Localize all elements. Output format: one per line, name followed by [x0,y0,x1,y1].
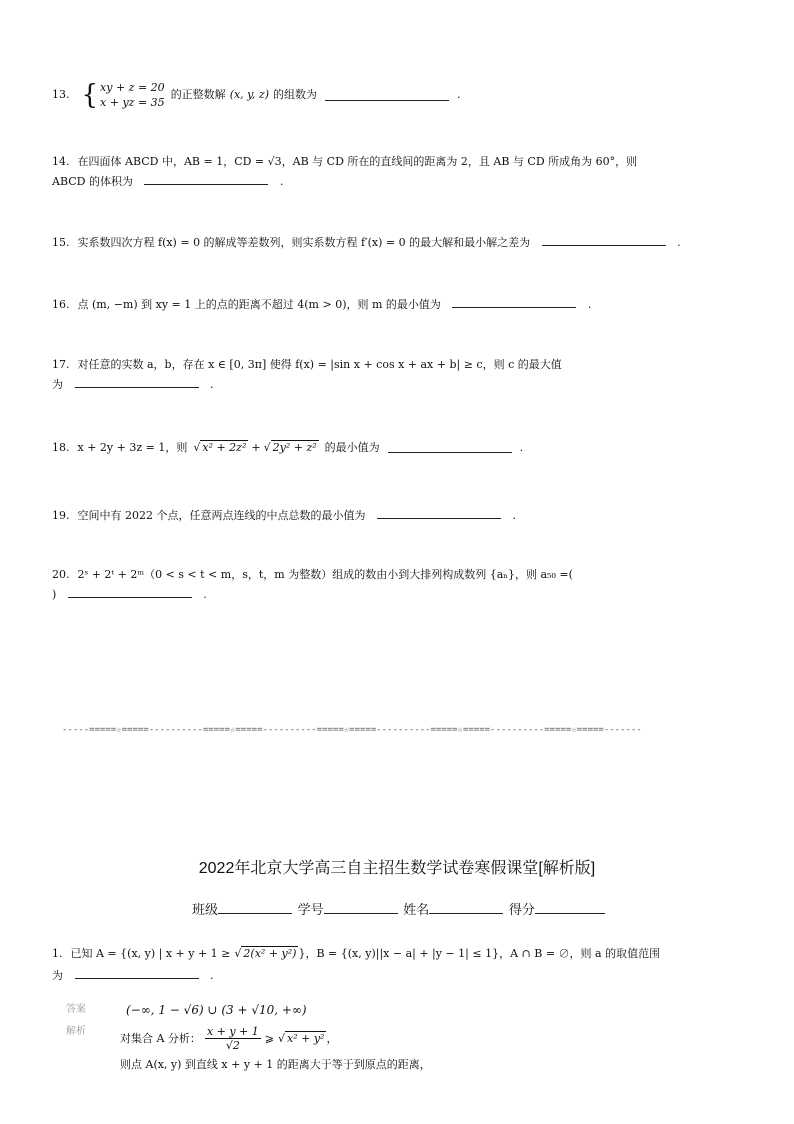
student-id-label: 学号 [297,902,324,917]
period: . [512,509,516,522]
question-14 [52,155,637,189]
period: . [203,588,207,601]
question-17 [52,358,562,392]
answer-blank[interactable] [325,90,449,101]
question-line-1: 对任意的实数 a，b，存在 x ∈ [0, 3π] 使得 f(x) = |sin x + cos x + ax + b| ≥ c，则 c 的最大值 [77,358,562,371]
comma: ， [326,1031,338,1045]
brace-icon: { [81,79,99,111]
plus-sign: + [251,440,261,454]
sqrt-radicand: x² + 2z² [202,441,247,454]
sqrt-icon: √ [234,946,242,960]
question-number: 17. [52,358,70,371]
period: . [587,298,592,311]
analysis-label: 解析 [66,1026,86,1037]
sqrt-icon: √ [263,440,271,454]
answer-label: 答案 [66,1004,86,1015]
question-15 [52,235,681,250]
sqrt-icon: √ [278,1031,286,1045]
question-text: x + 2y + 3z = 1，则 [77,440,188,454]
geq-sign: ⩾ [264,1031,274,1045]
fraction-denominator: √2 [225,1039,240,1052]
math-expression: (x, y, z) [229,88,270,101]
question-18 [52,440,523,455]
question-number: 19. [52,509,70,522]
question-number: 13. [52,88,70,101]
period: . [210,378,214,391]
analysis-block [66,1025,431,1072]
question-line-2: 为 [52,378,63,391]
question-number: 16. [52,298,70,311]
exam-title: 2022年北京大学高三自主招生数学试卷寒假课堂[解析版] [198,860,596,877]
answer-blank[interactable] [452,297,576,308]
question-text: 点 (m, −m) 到 xy = 1 上的点的距离不超过 4(m > 0)，则 m 的最小值为 [77,298,441,311]
question-text: 的组数为 [273,88,318,101]
question-text: 的最小值为 [324,440,380,454]
question-number: 1. [52,946,63,960]
question-line-1: 在四面体 ABCD 中，AB = 1，CD = √3，AB 与 CD 所在的直线间的距离为 2，且 AB 与 CD 所成角为 60°，则 [77,155,638,168]
score-field[interactable] [535,901,605,914]
class-label: 班级 [192,902,219,917]
question-13 [52,80,461,110]
question-20 [52,568,573,602]
sqrt-radicand: 2y² + z² [272,441,317,454]
name-label: 姓名 [403,902,430,917]
question-text: 的正整数解 [170,88,226,101]
answer-value: (−∞, 1 − √6) ∪ (3 + √10, +∞) [126,1003,307,1017]
answer-blank[interactable] [542,235,666,246]
answer-blank[interactable] [388,442,512,453]
system-line-1: xy + z = 20 [100,81,165,94]
fraction [205,1025,261,1052]
student-id-field[interactable] [324,901,398,914]
question-line-2: ABCD 的体积为 [52,175,133,188]
question-text: }，B = {(x, y)||x − a| + |y − 1| ≤ 1}，A ∩ B = ∅，则 a 的取值范围 [298,946,661,960]
answer-blank[interactable] [75,377,199,388]
question-number: 18. [52,440,70,454]
question-1 [52,946,660,983]
analysis-text: 则点 A(x, y) 到直线 x + y + 1 的距离大于等于到原点的距离， [120,1058,431,1071]
score-label: 得分 [508,902,535,917]
period: . [457,88,461,101]
question-number: 15. [52,236,70,249]
question-text: 空间中有 2022 个点，任意两点连线的中点总数的最小值为 [77,509,366,522]
question-text: 已知 A = {(x, y) | x + y + 1 ≥ [70,946,231,960]
period: . [279,175,284,188]
question-19 [52,508,516,523]
answer-blank[interactable] [68,587,192,598]
question-line-2: ) [52,588,57,601]
student-info-row [192,899,607,918]
period: . [210,969,214,982]
question-number: 14. [52,155,70,168]
page-separator: -----=====☆=====----------=====☆=====----------=====☆=====----------=====☆=====----------=====☆=====------- [62,725,642,735]
question-number: 20. [52,568,70,581]
answer-row [66,1003,311,1017]
system-line-2: x + yz = 35 [100,96,165,109]
sqrt-radicand: x² + y² [287,1032,325,1045]
equation-system [82,80,165,110]
sqrt-icon: √ [193,440,201,454]
answer-blank[interactable] [377,508,501,519]
class-field[interactable] [218,901,292,914]
question-text: 实系数四次方程 f(x) = 0 的解成等差数列，则实系数方程 f′(x) = 0 的最大解和最小解之差为 [77,236,531,249]
period: . [677,236,681,249]
question-line-1: 2ˢ + 2ᵗ + 2ᵐ（0 < s < t < m，s，t，m 为整数）组成的数由小到大排列构成数列 {aₙ}，则 a₅₀ =( [77,568,573,581]
sqrt-radicand: 2(x² + y²) [243,947,297,960]
period: . [519,440,524,454]
question-line-2: 为 [52,969,63,982]
analysis-text: 对集合 A 分析： [120,1031,201,1045]
answer-blank[interactable] [144,174,268,185]
answer-blank[interactable] [75,968,199,979]
name-field[interactable] [429,901,503,914]
question-16 [52,297,591,312]
fraction-numerator: x + y + 1 [206,1025,259,1038]
